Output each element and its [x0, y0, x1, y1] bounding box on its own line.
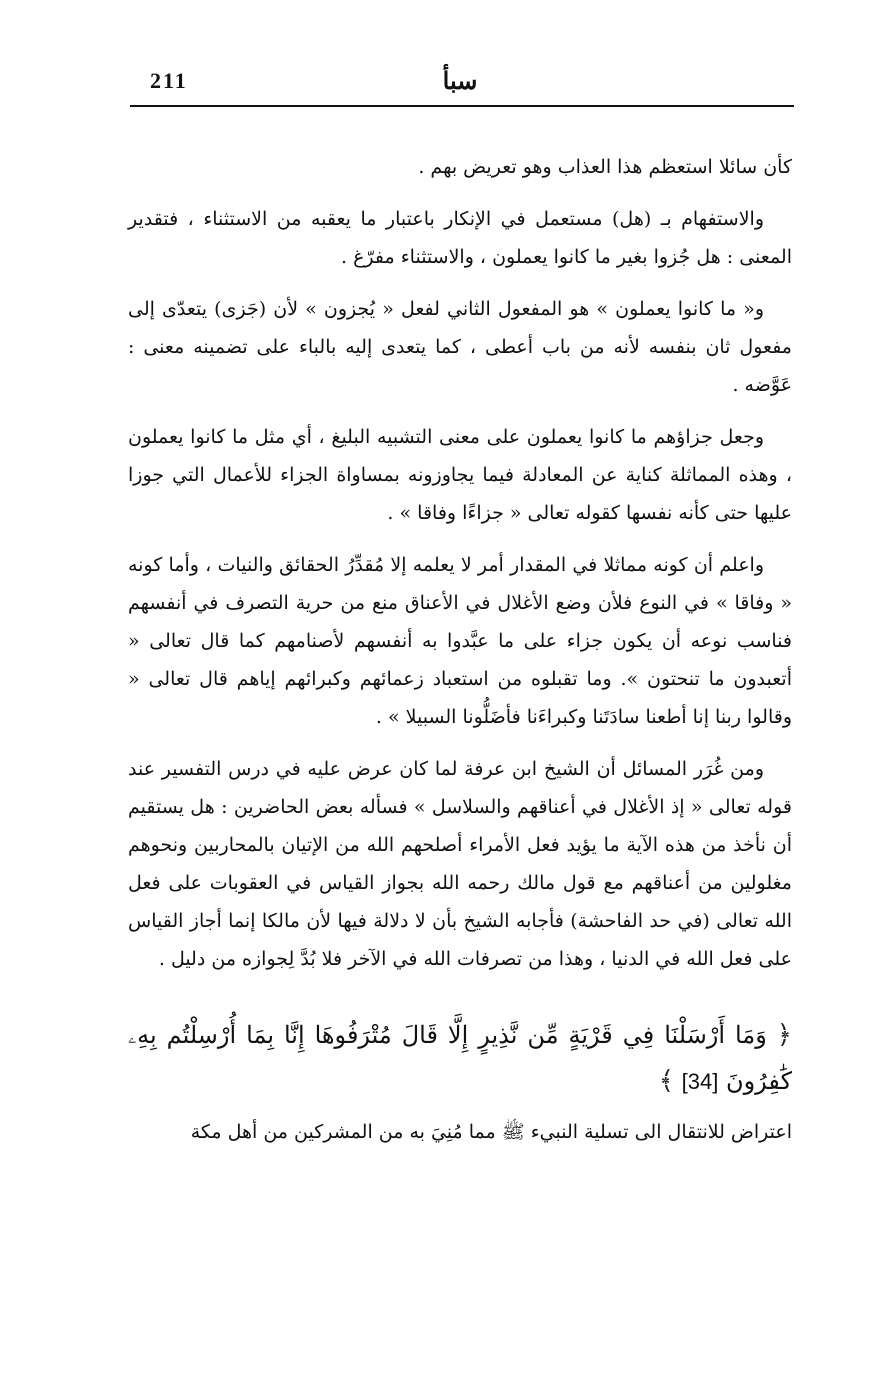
paragraph-3: و« ما كانوا يعملون » هو المفعول الثاني لفعل « يُجزون » لأن (جَزى) يتعدّى إلى مفعول ثان بنفسه لأنه من باب أعطى ، كما يتعدى إليه بالباء على تضمينه معنى : عَوَّضه . — [128, 298, 792, 396]
page-header — [130, 60, 790, 100]
verse-text: وَمَا أَرْسَلْنَا فِي قَرْيَةٍ مِّن نَّذِيرٍ إِلَّا قَالَ مُتْرَفُوهَا إِنَّا بِمَا أُرْسِلْتُم بِهِۦ كَٰفِرُونَ — [128, 1021, 792, 1095]
paragraph-2: والاستفهام بـ (هل) مستعمل في الإنكار باعتبار ما يعقبه من الاستثناء ، فتقدير المعنى : هل جُزوا بغير ما كانوا يعملون ، والاستثناء مفرّغ . — [128, 208, 792, 268]
page-number: 211 — [150, 68, 188, 93]
verse-close-bracket: ﴾ — [658, 1066, 674, 1096]
verse-open-bracket: ﴿ — [776, 1020, 792, 1050]
commentary-line: اعتراض للانتقال الى تسلية النبيء ﷺ مما مُنِيَ به من المشركين من أهل مكة — [190, 1121, 792, 1143]
running-title: سبأ — [442, 66, 478, 95]
paragraph-5: واعلم أن كونه مماثلا في المقدار أمر لا يعلمه إلا مُقدِّرُ الحقائق والنيات ، وأما كونه « وفاقا » في النوع فلأن وضع الأغلال في الأعناق منع من حرية التصرف في أنفسهم فناسب نوعه أن يكون جزاء على ما عبَّدوا به أنفسهم لأصنامهم كما قال تعالى « أتعبدون ما تنحتون ». وما تقبلوه من استعباد زعمائهم وكبرائهم إياهم قال تعالى « وقالوا ربنا إنا أطعنا سادَتَنا وكبراءَنا فأضَلُّونا السبيلا » . — [128, 554, 792, 728]
paragraph-1: كأن سائلا استعظم هذا العذاب وهو تعريض بهم . — [418, 156, 792, 178]
paragraph-4: وجعل جزاؤهم ما كانوا يعملون على معنى التشبيه البليغ ، أي مثل ما كانوا يعملون ، وهذه المماثلة كناية عن المعادلة فيما يجاوزونه بمساواة الجزاء للأعمال التي جوزا عليها حتى كأنه نفسها كقوله تعالى « جزاءًا وفاقا » . — [128, 426, 792, 524]
quran-verse — [128, 1012, 792, 1105]
header-divider — [130, 105, 794, 107]
verse-number: [34] — [681, 1069, 719, 1094]
page-body — [128, 148, 792, 1151]
paragraph-6: ومن غُرَر المسائل أن الشيخ ابن عرفة لما كان عرض عليه في درس التفسير عند قوله تعالى « إذ الأغلال في أعناقهم والسلاسل » فسأله بعض الحاضرين : هل يستقيم أن نأخذ من هذه الآية ما يؤيد فعل الأمراء أصلحهم الله من الإتيان بالمحاربين ونحوهم مغلولين من أعناقهم مع قول مالك رحمه الله بجواز القياس في العقوبات على فعل الله تعالى (في حد الفاحشة) فأجابه الشيخ بأن لا دلالة فيها لأن مالكا إنما أجاز القياس على فعل الله في الدنيا ، وهذا من تصرفات الله في الآخر فلا بُدَّ لِجوازه من دليل . — [128, 758, 792, 970]
